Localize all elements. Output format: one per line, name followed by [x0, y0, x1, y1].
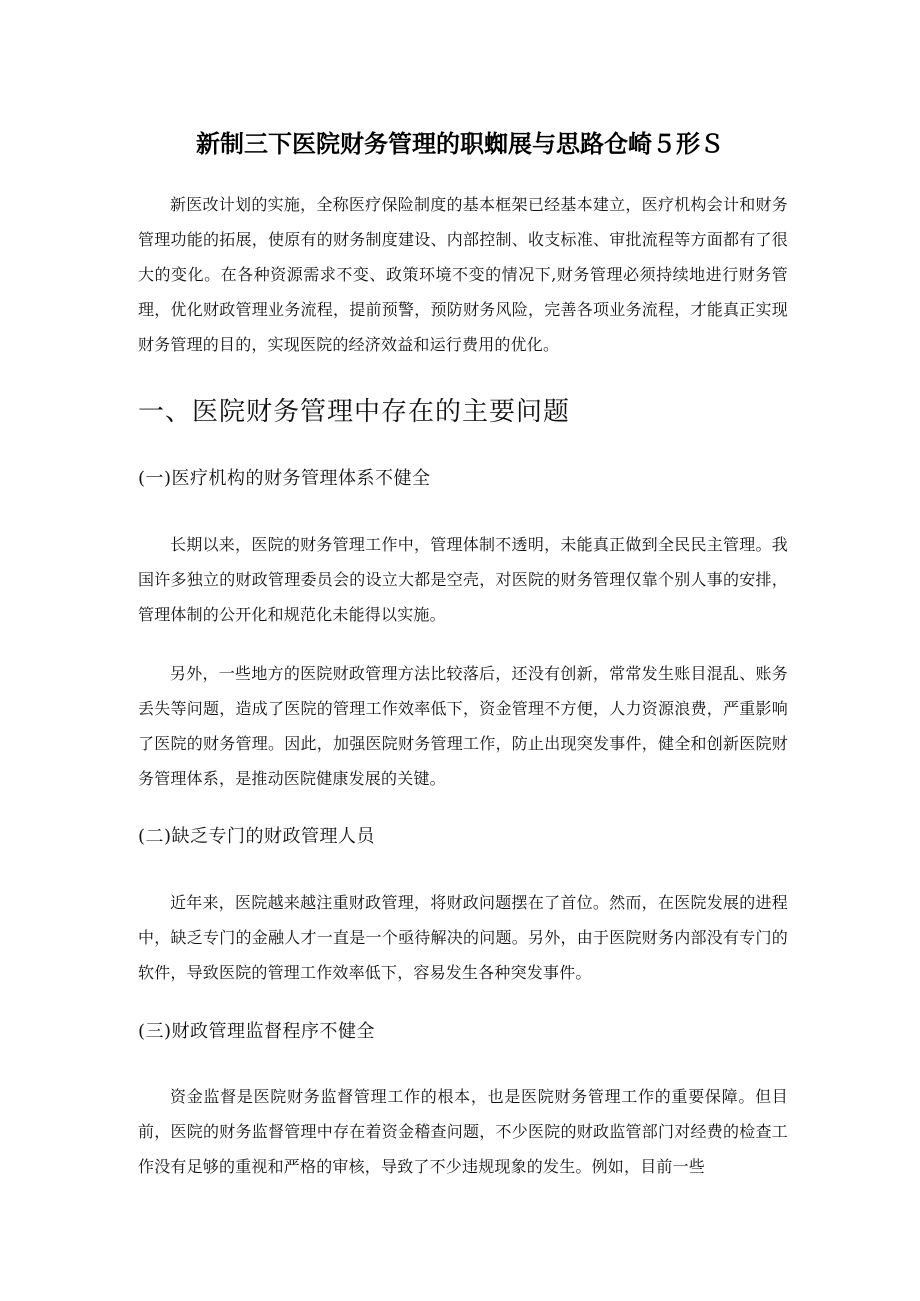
subsection-1-paragraph-1: 长期以来，医院的财务管理工作中，管理体制不透明，未能真正做到全民民主管理。我国许多独立的财政管理委员会的设立大都是空壳，对医院的财务管理仅靠个别人事的安排，管理体制的公开化和规范化未能得以实施。 [138, 535, 788, 624]
subsection-heading-3: (三)财政管理监督程序不健全 [138, 1021, 376, 1042]
subsection-3-paragraph-1: 资金监督是医院财务监督管理工作的根本，也是医院财务管理工作的重要保障。但目前，医院的财务监督管理中存在着资金稽查问题，不少医院的财政监管部门对经费的检查工作没有足够的重视和严格的审核，导致了不少违规现象的发生。例如，目前一些 [138, 1087, 788, 1176]
document-title: 新制三下医院财务管理的职蜘展与思路仓崎５形Ｓ [196, 130, 724, 158]
subsection-1-paragraph-2: 另外，一些地方的医院财政管理方法比较落后，还没有创新，常常发生账目混乱、账务丢失等问题，造成了医院的管理工作效率低下，资金管理不方便，人力资源浪费，严重影响了医院的财务管理。因此，加强医院财务管理工作，防止出现突发事件，健全和创新医院财务管理体系，是推动医院健康发展的关键。 [138, 664, 788, 788]
subsection-2-paragraph-1: 近年来，医院越来越注重财政管理，将财政问题摆在了首位。然而，在医院发展的进程中，缺乏专门的金融人才一直是一个亟待解决的问题。另外，由于医院财务内部没有专门的软件，导致医院的管理工作效率低下，容易发生各种突发事件。 [138, 893, 788, 982]
section-heading: 一、医院财务管理中存在的主要问题 [138, 397, 571, 427]
subsection-heading-2: (二)缺乏专门的财政管理人员 [138, 826, 376, 847]
subsection-heading-1: (一)医疗机构的财务管理体系不健全 [138, 468, 431, 489]
intro-paragraph: 新医改计划的实施，全称医疗保险制度的基本框架已经基本建立，医疗机构会计和财务管理功能的拓展，使原有的财务制度建设、内部控制、收支标准、审批流程等方面都有了很大的变化。在各种资源需求不变、政策环境不变的情况下,财务管理必须持续地进行财务管理，优化财政管理业务流程，提前预警，预防财务风险，完善各项业务流程，才能真正实现财务管理的目的，实现医院的经济效益和运行费用的优化。 [138, 195, 788, 354]
